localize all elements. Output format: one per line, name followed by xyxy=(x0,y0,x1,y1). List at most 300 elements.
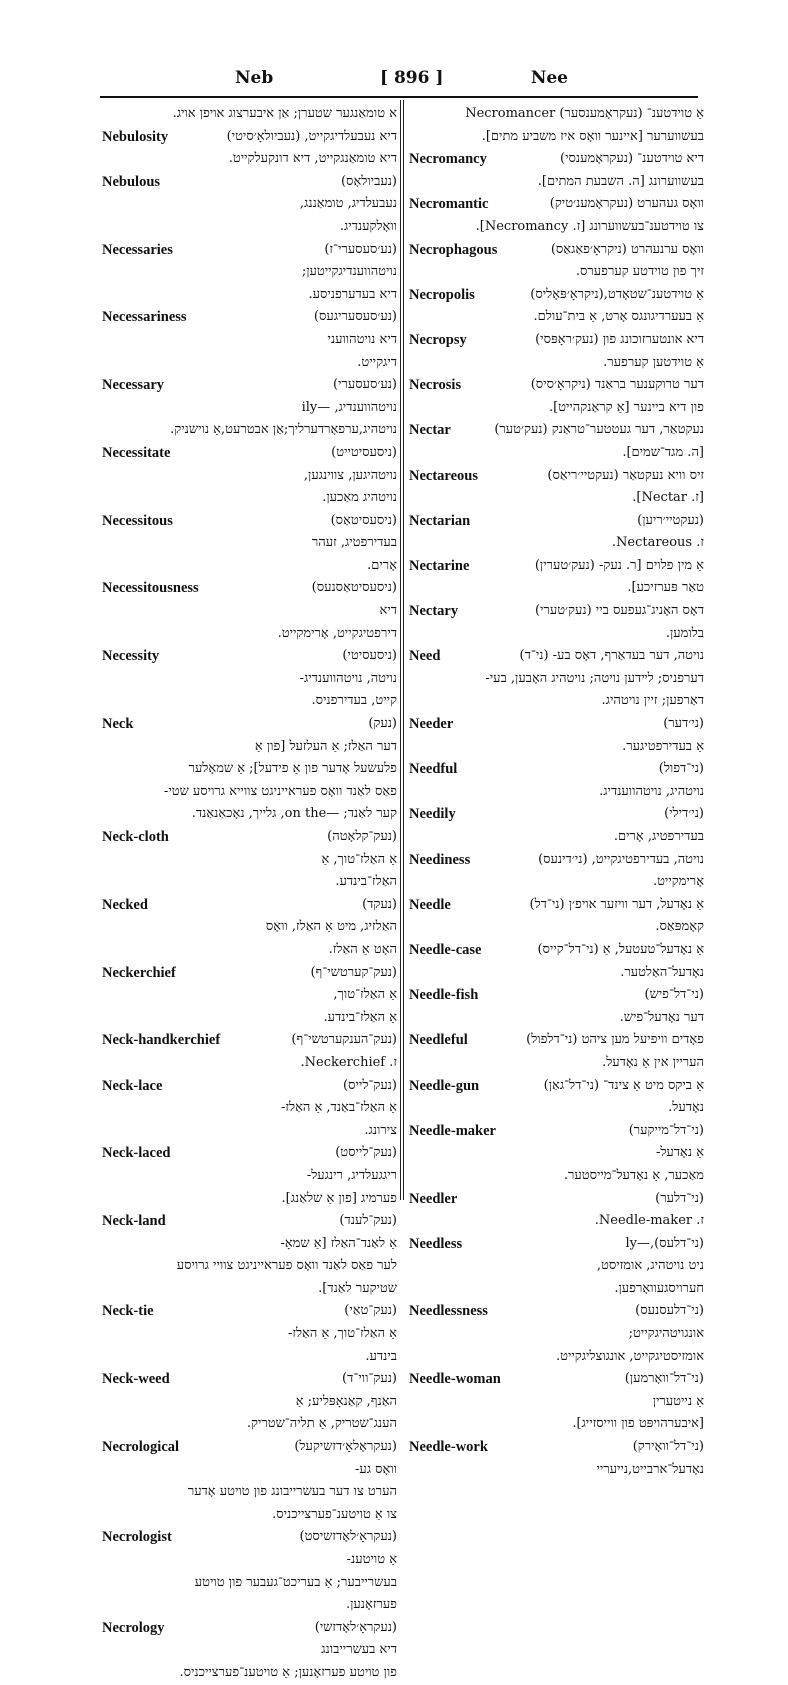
headword: Needle-case xyxy=(409,941,482,958)
definition-text: האַלזיג, מיט אַ האַלז, וואָס xyxy=(265,919,397,935)
definition-text: (נעק־קערטשי־ף) xyxy=(310,964,397,980)
definition-text: צירונג. xyxy=(364,1122,397,1138)
definition-text: נויטהווענדיג, —ily xyxy=(301,399,397,415)
dictionary-entry xyxy=(102,1142,397,1210)
dictionary-entry xyxy=(409,510,704,555)
definition-text: אַ טוידטען קערפער. xyxy=(603,354,704,370)
definition-text: (נע׳סעסערי־ז) xyxy=(324,241,397,257)
entry-line xyxy=(409,577,704,600)
headword: Necrologist xyxy=(102,1529,172,1546)
entry-line xyxy=(102,374,397,397)
headword: Neck-laced xyxy=(102,1145,171,1162)
definition-text: בעשווערונג [ה. השבעת המתים]. xyxy=(537,173,704,189)
definition-text: נויטה, נויטהווענדיג- xyxy=(299,670,397,686)
entry-line xyxy=(102,1188,397,1211)
definition-text: נאָדעל. xyxy=(668,1100,704,1116)
definition-text: נאָדעל־האַלטער. xyxy=(620,964,704,980)
dictionary-entry xyxy=(409,1188,704,1233)
definition-text: וואָס גע- xyxy=(354,1461,397,1477)
definition-text: א טומאַנגער שטערן; אַן איבערצוג אויפן אויג. xyxy=(172,106,397,121)
entry-line xyxy=(409,962,704,985)
headword: Necessariness xyxy=(102,309,187,326)
headword: Nectarine xyxy=(409,557,470,574)
entry-line xyxy=(409,329,704,352)
dictionary-entry xyxy=(102,126,397,171)
definition-text: האַנף, קאַנאָפּליע; אַ xyxy=(295,1393,397,1409)
entry-line xyxy=(102,645,397,668)
entry-line xyxy=(102,871,397,894)
definition-text: חערויסגעוואָרפען. xyxy=(614,1280,704,1296)
dictionary-entry xyxy=(409,555,704,600)
dictionary-entry xyxy=(102,577,397,645)
entry-line xyxy=(409,126,704,149)
dictionary-entry xyxy=(409,713,704,758)
definition-text: הערט צו דער בעשרייבונג פון טויטע אָדער xyxy=(187,1484,397,1500)
entry-line xyxy=(409,939,704,962)
dictionary-entry xyxy=(409,1029,704,1074)
headword: Necrosis xyxy=(409,377,462,394)
entry-line xyxy=(409,1165,704,1188)
definition-text: דער נאָדעל־פיש. xyxy=(619,1009,704,1025)
entry-line xyxy=(102,1391,397,1414)
entry-line xyxy=(102,803,397,826)
dictionary-entry xyxy=(409,803,704,848)
entry-line xyxy=(102,329,397,352)
header-rule xyxy=(100,96,698,98)
entry-line xyxy=(102,1572,397,1595)
definition-text: (ני־דלער) xyxy=(655,1190,704,1206)
entry-line xyxy=(102,1594,397,1617)
definition-text: (ני־דל־מייקער) xyxy=(628,1122,704,1138)
dictionary-entry xyxy=(409,1368,704,1436)
definition-text: (ני־דל־וואָירק) xyxy=(632,1439,704,1455)
entry-line xyxy=(102,1029,397,1052)
definition-text: אַ האַלז־טוך, אַ xyxy=(321,851,397,867)
entry-line xyxy=(102,171,397,194)
entry-line xyxy=(409,419,704,442)
entry-line xyxy=(102,352,397,375)
entry-line xyxy=(102,1323,397,1346)
definition-text: מאַכער, אַ נאָדעל־מייסטער. xyxy=(563,1167,704,1183)
entry-line xyxy=(409,284,704,307)
definition-text: פלעשעל אָדער פון אַ פידעל]; אַ שמאָלער xyxy=(188,761,397,777)
dictionary-entry xyxy=(409,465,704,510)
headword: Neck-weed xyxy=(102,1371,170,1388)
definition-text: טאַר פּערזיכע]. xyxy=(627,580,704,596)
dictionary-entry xyxy=(102,171,397,239)
definition-text: אָרים. xyxy=(367,557,397,573)
entry-line xyxy=(102,1278,397,1301)
definition-text: אַ נאָדעל־טעטעל, אַ (ני־דל־קייס) xyxy=(537,941,704,957)
definition-text: (ני־דפול) xyxy=(658,761,704,777)
headword: Nectareous xyxy=(409,467,478,484)
entry-line xyxy=(102,216,397,239)
dictionary-entry xyxy=(409,419,704,464)
definition-text: נויטהיג,ערפאָרדערליך;אַן אבטרעט,אַ נוישניק. xyxy=(170,422,397,438)
entry-line xyxy=(409,1278,704,1301)
headword: Needleful xyxy=(409,1032,468,1049)
entry-line xyxy=(102,1255,397,1278)
headword: Nectary xyxy=(409,603,459,620)
entry-line xyxy=(102,1075,397,1098)
entry-line xyxy=(102,555,397,578)
dictionary-entry xyxy=(409,645,704,713)
entry-line xyxy=(409,758,704,781)
dictionary-entry xyxy=(409,284,704,329)
entry-line xyxy=(409,555,704,578)
definition-text: נאָדעל־ארבייט,נייעריי xyxy=(596,1461,704,1477)
definition-text: העריין אין אַ נאָדעל. xyxy=(602,1054,704,1070)
entry-line xyxy=(409,600,704,623)
entry-line xyxy=(409,668,704,691)
definition-text: אַ לאַנד־האַלז [אַ שמאָ- xyxy=(280,1235,397,1251)
headword: Needless xyxy=(409,1235,463,1252)
entry-line xyxy=(102,577,397,600)
definition-text: בלומען. xyxy=(665,625,704,641)
entry-line xyxy=(409,1120,704,1143)
entry-line xyxy=(409,984,704,1007)
headword: Necropolis xyxy=(409,286,475,303)
entry-line xyxy=(409,1052,704,1075)
dictionary-entry xyxy=(409,1233,704,1301)
definition-text: נויטהיג, נויטהווענדיג. xyxy=(599,783,704,799)
entry-line xyxy=(102,690,397,713)
dictionary-entry xyxy=(102,713,397,826)
headword: Needle xyxy=(409,896,451,913)
definition-text: צו אַ טויטענ־פערצייכניס. xyxy=(272,1506,397,1522)
entry-line xyxy=(409,352,704,375)
entry-line xyxy=(102,1210,397,1233)
headword: Needle-gun xyxy=(409,1077,480,1094)
entry-line xyxy=(102,126,397,149)
definition-text: דערפניס; לײדען נויטה; נויטהיג האָבען, בעי- xyxy=(485,670,704,686)
column-divider-inner xyxy=(403,100,404,1200)
definition-text: קאָמפּאַס. xyxy=(655,919,704,935)
definition-text: אַ האַלז־באַנד, אַ האַלז- xyxy=(280,1100,397,1116)
header-right-word: Nee xyxy=(530,68,568,88)
definition-text: (נעק) xyxy=(368,716,397,732)
entry-line xyxy=(102,1617,397,1640)
definition-text: נויטהיג מאַכען. xyxy=(322,490,397,506)
definition-text: (נע׳סעסערי) xyxy=(332,377,397,393)
dictionary-entry xyxy=(102,510,397,578)
entry-line xyxy=(409,871,704,894)
entry-line xyxy=(409,1323,704,1346)
headword: Nebulosity xyxy=(102,128,169,145)
headword: Needle-maker xyxy=(409,1122,496,1139)
definition-text: (נעק־לייסט) xyxy=(335,1145,397,1161)
entry-line xyxy=(102,1481,397,1504)
entry-line xyxy=(102,148,397,171)
definition-text: אָרימקייט. xyxy=(652,874,704,890)
dictionary-entry xyxy=(409,758,704,803)
definition-text: אַ טויטענ- xyxy=(346,1552,397,1567)
definition-text: דיא בעשרייבונג xyxy=(321,1642,397,1658)
definition-text: אַ טוידטענ־ (נעקראָמענסער) Necromancer xyxy=(465,106,704,121)
entry-line xyxy=(102,193,397,216)
entry-line xyxy=(409,306,704,329)
entry-line xyxy=(409,465,704,488)
definition-text: דער טרוקענער בראַנד (ניקראָ׳סיס) xyxy=(530,377,704,393)
headword: Needer xyxy=(409,716,454,733)
entry-line xyxy=(409,1029,704,1052)
entry-line xyxy=(409,1368,704,1391)
definition-text: (נעביולאָס) xyxy=(340,173,397,189)
entry-line xyxy=(102,465,397,488)
entry-line xyxy=(102,1097,397,1120)
entry-line xyxy=(102,1662,397,1685)
entry-line xyxy=(102,713,397,736)
entry-line xyxy=(409,261,704,284)
definition-text: דיא אונטערזוכונג פון (נעק׳ראָפּסי) xyxy=(535,331,704,347)
headword: Nectarian xyxy=(409,512,471,529)
dictionary-entry xyxy=(409,1075,704,1120)
entry-line xyxy=(409,1097,704,1120)
entry-line xyxy=(102,984,397,1007)
definition-text: דיגקייט. xyxy=(357,354,397,370)
definition-text: אַ נאָדעל- xyxy=(655,1145,704,1161)
entry-line xyxy=(102,600,397,623)
entry-line xyxy=(102,1436,397,1459)
entry-line xyxy=(102,1300,397,1323)
entry-line xyxy=(102,1346,397,1369)
entry-line xyxy=(102,1639,397,1662)
definition-text: פערזאָנען. xyxy=(345,1597,397,1613)
headword: Needle-woman xyxy=(409,1371,501,1388)
definition-text: (נעק־טאַי) xyxy=(344,1303,397,1319)
dictionary-entry xyxy=(409,193,704,238)
headword: Neck-tie xyxy=(102,1303,154,1320)
headword: Necromancy xyxy=(409,151,487,168)
definition-text: [ז. Nectar]. xyxy=(632,490,704,506)
headword: Neck-lace xyxy=(102,1077,163,1094)
headword: Necessitous xyxy=(102,512,173,529)
headword: Neediness xyxy=(409,851,471,868)
column-divider xyxy=(400,100,401,1200)
entry-line xyxy=(102,1504,397,1527)
entry-line xyxy=(409,239,704,262)
definition-text: האָט אַ האַלז. xyxy=(328,941,397,957)
definition-text: בעשרייבער; אַ בעריכט־געבער פון טויטע xyxy=(194,1574,397,1590)
definition-text: נויטה, בעדירפטיגקייט, (ני׳דינעס) xyxy=(538,851,704,867)
definition-text: אַ האַלז־טוך, xyxy=(333,987,397,1003)
entry-line xyxy=(102,1368,397,1391)
dictionary-entry xyxy=(409,1436,704,1481)
definition-text: נעקטאַר, דער געטטער־טראַנק (נעק׳טער) xyxy=(494,422,704,438)
entry-line xyxy=(409,374,704,397)
dictionary-entry xyxy=(102,1210,397,1300)
dictionary-entry xyxy=(102,826,397,894)
definition-text: דיא xyxy=(379,603,397,619)
entry-line xyxy=(102,1120,397,1143)
dictionary-entry xyxy=(409,103,704,148)
definition-text: אַ האַלז־טוך, אַ האַלז- xyxy=(287,1326,397,1342)
dictionary-entry xyxy=(409,849,704,894)
definition-text: אַ נייטערין xyxy=(652,1393,704,1409)
definition-text: זיך פון טוידטע קערפערס. xyxy=(575,264,704,280)
definition-text: בעדירפטיג, אָרים. xyxy=(613,829,704,844)
definition-text: דער האַלז; אַ העלזעל [פון אַ xyxy=(254,738,397,754)
definition-text: לער פאַס לאַנד וואָס פעראייניגט צוויי גרויסע xyxy=(176,1258,397,1274)
entry-line xyxy=(409,397,704,420)
dictionary-entry xyxy=(102,645,397,713)
dictionary-entry xyxy=(102,894,397,962)
definition-text: וואָס ערנעהרט (ניקראָ׳פאַגאַס) xyxy=(550,241,704,257)
entry-line xyxy=(409,645,704,668)
headword: Necrological xyxy=(102,1439,180,1456)
headword: Necromantic xyxy=(409,196,489,213)
definition-text: [ה. מגד־שמים]. xyxy=(622,444,704,460)
definition-text: אַ האַלז־בינדע. xyxy=(323,1009,397,1025)
entry-line xyxy=(409,193,704,216)
entry-line xyxy=(409,690,704,713)
definition-text: בעשווערער [איינער וואָס איז משביע מתים]. xyxy=(481,128,704,144)
entry-line xyxy=(102,419,397,442)
definition-text: דירפטיגקייט, אָרימקייט. xyxy=(277,625,397,641)
definition-text: (ני־דלעס),—ly xyxy=(625,1235,704,1251)
entry-line xyxy=(409,487,704,510)
headword: Necessary xyxy=(102,377,165,394)
definition-text: (ני־דל־פיש) xyxy=(644,987,704,1003)
entry-line xyxy=(409,510,704,533)
headword: Needlessness xyxy=(409,1303,488,1320)
definition-text: דיא בעדערפניסע. xyxy=(308,286,397,302)
entry-line xyxy=(409,916,704,939)
entry-line xyxy=(409,1142,704,1165)
dictionary-entry xyxy=(102,1436,397,1526)
definition-text: זיס וויא נעקטאַר (נעקטיי׳ריאַס) xyxy=(547,467,704,483)
definition-text: (ניסעסיטייט) xyxy=(331,444,397,460)
definition-text: ריגגעלדיג, רינגעל- xyxy=(306,1167,397,1183)
definition-text: קער לאַנד; —on the, גלייך, נאָכאַנאַנד. xyxy=(191,806,397,822)
definition-text: (ני׳דער) xyxy=(663,716,704,732)
definition-text: קייט, בעדירפניס. xyxy=(311,693,397,709)
page-header xyxy=(100,68,688,94)
header-left-word: Neb xyxy=(235,68,274,88)
entry-line xyxy=(102,1549,397,1572)
dictionary-entry xyxy=(409,984,704,1029)
dictionary-entry xyxy=(409,1120,704,1188)
definition-text: דיא טומאַנגקייט, דיא דונקעלקייט. xyxy=(228,151,397,167)
headword: Needle-work xyxy=(409,1439,488,1456)
entry-line xyxy=(409,803,704,826)
definition-text: וואָלקענדיג. xyxy=(339,218,397,234)
entry-line xyxy=(409,1346,704,1369)
definition-text: פאָדים וויפיעל מען ציהט (ני־דלפול) xyxy=(526,1032,704,1048)
dictionary-entry xyxy=(409,600,704,645)
headword: Nectar xyxy=(409,422,451,439)
entry-line xyxy=(102,758,397,781)
definition-text: אַ מין פלוים [ר. נעק- (נעק׳טערין) xyxy=(534,557,704,573)
entry-line xyxy=(102,736,397,759)
entry-line xyxy=(102,103,397,126)
entry-line xyxy=(102,284,397,307)
definition-text: פערמיג [פון אַ שלאַנג]. xyxy=(281,1190,397,1206)
entry-line xyxy=(409,623,704,646)
entry-line xyxy=(409,849,704,872)
dictionary-entry xyxy=(102,374,397,442)
entry-line xyxy=(409,532,704,555)
entry-line xyxy=(409,442,704,465)
dictionary-entry xyxy=(409,939,704,984)
headword: Necessaries xyxy=(102,241,173,258)
entry-line xyxy=(409,1007,704,1030)
definition-text: אַ נאָדעל, דער וויזער אויפ׳ן (ני־דל) xyxy=(529,896,704,912)
entry-line xyxy=(409,1413,704,1436)
dictionary-entry xyxy=(102,1300,397,1368)
definition-text: דאַרפען; זיין נויטהיג. xyxy=(601,693,704,709)
definition-text: (ניסעסיטי) xyxy=(342,648,397,664)
entry-line xyxy=(102,1052,397,1075)
entry-line xyxy=(102,442,397,465)
definition-text: האַלז־בינדע. xyxy=(335,874,397,890)
definition-text: (ני־דל־וואָרמען) xyxy=(624,1371,704,1387)
entry-line xyxy=(102,623,397,646)
dictionary-entry xyxy=(102,239,397,307)
dictionary-entry xyxy=(409,374,704,419)
entry-line xyxy=(409,1188,704,1211)
entry-line xyxy=(102,939,397,962)
dictionary-entry xyxy=(102,1526,397,1616)
headword: Necked xyxy=(102,896,148,913)
definition-text: אומזיסטיגקייט, אונגוצליגקייט. xyxy=(555,1348,704,1364)
entry-line xyxy=(102,781,397,804)
dictionary-entry xyxy=(102,962,397,1030)
left-column xyxy=(102,103,397,1685)
definition-text: ז. Nectareous. xyxy=(611,535,704,551)
definition-text: נעבעלדיג, טומאַננג, xyxy=(299,196,397,212)
headword: Need xyxy=(409,648,441,665)
definition-text: (נעק־קלאָטה) xyxy=(327,829,397,844)
headword: Necessitate xyxy=(102,444,171,461)
headword: Necessitousness xyxy=(102,580,199,597)
definition-text: פאַס לאַנד וואָס פעראייניגט צווייא גרויסע שטי- xyxy=(163,783,397,799)
headword: Neck xyxy=(102,716,134,733)
dictionary-entry xyxy=(409,239,704,284)
entry-line xyxy=(102,668,397,691)
definition-text: דאָס האָניג־געפעס ביי (נעק׳טערי) xyxy=(534,603,704,619)
definition-text: (ני׳דילי) xyxy=(664,806,704,822)
definition-text: אַ טוידטענ־שטאָדט,(ניקראָ׳פּאָליס) xyxy=(530,286,704,302)
definition-text: נויטהיגען, צווינגען, xyxy=(303,467,397,483)
definition-text: נויטה, דער בעדאַרף, דאָס בע- (ני־ד) xyxy=(519,648,704,664)
dictionary-entry xyxy=(102,442,397,510)
entry-line xyxy=(409,1255,704,1278)
definition-text: ז. Neckerchief. xyxy=(300,1054,397,1070)
entry-line xyxy=(102,1459,397,1482)
headword: Necrology xyxy=(102,1619,165,1636)
entry-line xyxy=(102,261,397,284)
entry-line xyxy=(409,1436,704,1459)
definition-text: (ניסעסיטאַס) xyxy=(330,512,397,528)
entry-line xyxy=(409,1075,704,1098)
headword: Needily xyxy=(409,806,456,823)
definition-text: (נעק־ווי־ד) xyxy=(342,1371,397,1387)
entry-line xyxy=(409,171,704,194)
dictionary-entry xyxy=(102,306,397,374)
entry-line xyxy=(102,487,397,510)
entry-line xyxy=(409,1391,704,1414)
dictionary-entry xyxy=(102,103,397,126)
dictionary-entry xyxy=(409,894,704,939)
entry-line xyxy=(102,849,397,872)
entry-line xyxy=(102,397,397,420)
entry-line xyxy=(102,532,397,555)
definition-text: צו טוידטענ־בעשווערונג [ז. Necromancy]. xyxy=(475,218,704,234)
right-column xyxy=(409,103,704,1481)
definition-text: (נעקראָלאָ׳דזשיקעל) xyxy=(294,1439,397,1455)
definition-text: שטיקער לאַנד]. xyxy=(318,1280,397,1296)
